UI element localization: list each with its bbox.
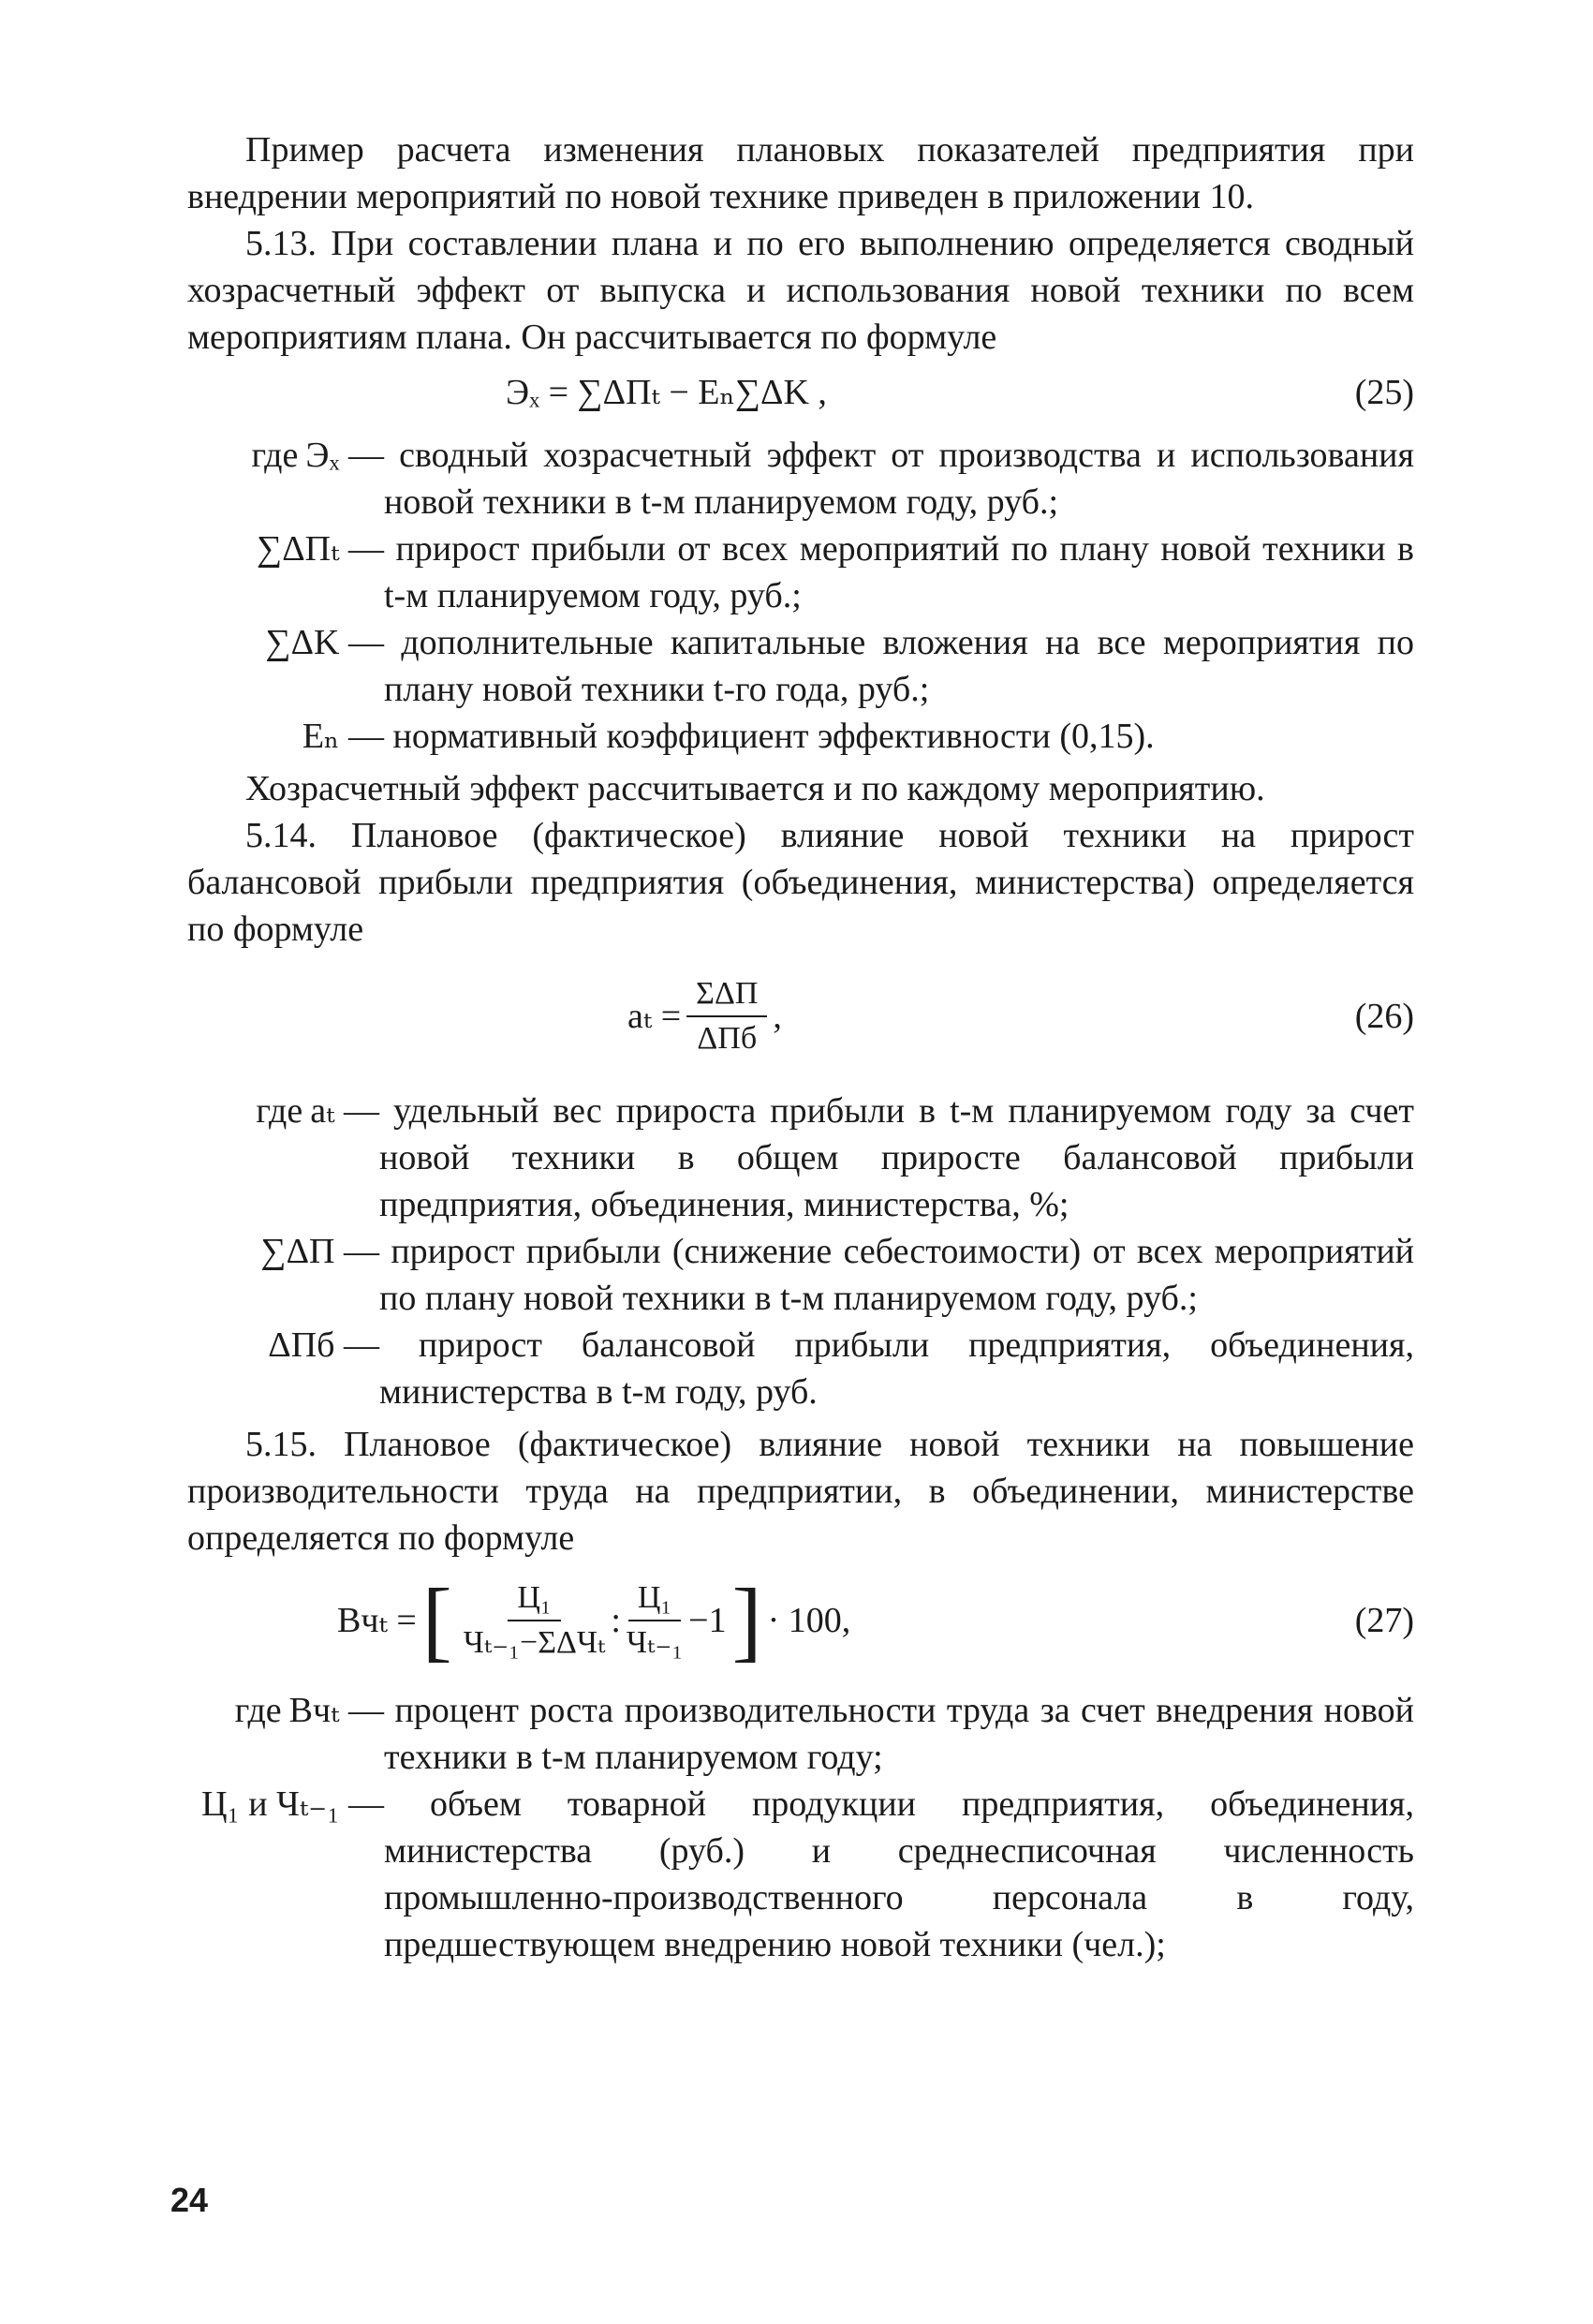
formula-27-open-bracket: [ [421,1570,452,1670]
formula-26-number: (26) [1354,997,1414,1036]
definition-term: где Bчₜ — [234,1691,384,1730]
definition-term: ∑ΔПₜ — [257,529,384,569]
definitions-27 [187,1687,1414,1968]
definition-term: ΔПб — [268,1325,379,1365]
page-number: 24 [170,2181,209,2219]
definition-lead: где [251,436,299,475]
formula-27-number: (27) [1354,1601,1414,1640]
formula-27-expression [337,1570,851,1670]
definition-term: Eₙ — [302,717,384,756]
definition-description: прирост прибыли (снижение себестоимости) от всех мероприятий по плану новой техники в t-м планируемом году, руб.; [379,1232,1415,1318]
definition-item [187,1781,1414,1968]
definition-description: удельный вес прироста прибыли в t-м планируемом году за счет новой техники в общем приросте балансовой прибыли предприятия, объединения, министерства, %; [379,1091,1414,1224]
definition-term: где aₜ — [256,1091,379,1131]
fraction-numerator: Ц₁ [628,1578,681,1621]
formula-27-fraction-2 [627,1578,683,1663]
paragraph-5-13: 5.13. При составлении плана и по его выполнению определяется сводный хозрасчетный эффект от выпуска и использования новой техники по всем мероприятиям плана. Он рассчитывается по формуле [187,224,1414,357]
formula-27-minus-one: −1 [688,1601,727,1640]
definition-item [187,713,1414,760]
formula-27-lhs: Bчₜ = [337,1601,417,1640]
formula-26-expression [627,974,782,1058]
definition-item [187,1088,1414,1228]
paragraph-5-14: 5.14. Плановое (фактическое) влияние новой техники на прирост балансовой прибыли предприятия (объединения, министерства) определяется по формуле [187,816,1414,949]
fraction-denominator: Чₜ₋₁−ΣΔЧₜ [463,1625,606,1660]
paragraph-per-measure: Хозрасчетный эффект рассчитывается и по каждому мероприятию. [245,769,1265,808]
formula-27 [187,1565,1414,1676]
definition-lead: где [234,1691,282,1730]
formula-25-expression: Эₓ = ∑ΔПₜ − Eₙ∑ΔK , [506,373,827,412]
definition-term: где Эₓ — [251,436,384,475]
definition-description: процент роста производительности труда за счет внедрения новой техники в t-м планируемом году; [384,1691,1414,1777]
definition-item [187,1228,1414,1322]
definition-term: Ц₁ и Чₜ₋₁ — [201,1784,384,1824]
formula-26-fraction [686,974,767,1058]
page-body [187,126,1414,1974]
fraction-denominator: ΔПб [697,1021,758,1056]
fraction-numerator: Ц₁ [508,1578,560,1621]
definition-item [187,432,1414,525]
definitions-26 [187,1088,1414,1415]
formula-25-number: (25) [1354,373,1414,412]
definition-item [187,525,1414,619]
formula-26 [187,956,1414,1076]
definition-description: сводный хозрасчетный эффект от производства и использования новой техники в t-м планируемом году, руб.; [384,436,1414,522]
formula-26-lhs: aₜ = [627,997,682,1036]
fraction-denominator: Чₜ₋₁ [626,1625,684,1660]
definition-item [187,619,1414,713]
definition-term: ∑ΔП — [260,1232,379,1271]
formula-25 [187,364,1414,421]
formula-27-fraction-1 [464,1578,606,1663]
formula-26-tail: , [773,997,782,1036]
definition-description: нормативный коэффициент эффективности (0,15). [392,717,1155,756]
paragraph-example: Пример расчета изменения плановых показателей предприятия при внедрении мероприятий по новой технике приведен в приложении 10. [187,130,1414,216]
definition-item [187,1322,1414,1415]
formula-27-colon: : [611,1601,621,1640]
definition-description: объем товарной продукции предприятия, объединения, министерства (руб.) и среднесписочная численность промышленно-производственного персонала в году, предшествующем внедрению новой техники (чел.); [384,1784,1414,1964]
definition-description: прирост прибыли от всех мероприятий по плану новой техники в t-м планируемом году, руб.; [384,529,1414,615]
definition-description: дополнительные капитальные вложения на все мероприятия по плану новой техники t-го года, руб.; [384,623,1414,709]
definition-description: прирост балансовой прибыли предприятия, объединения, министерства в t-м году, руб. [379,1325,1414,1412]
paragraph-5-15: 5.15. Плановое (фактическое) влияние новой техники на повышение производительности труда на предприятии, в объединении, министерстве определяется по формуле [187,1425,1414,1558]
formula-27-close-bracket: ] [731,1570,762,1670]
definition-term: ∑ΔK — [265,623,384,662]
definition-lead: где [256,1091,303,1131]
definition-item [187,1687,1414,1781]
formula-27-tail: · 100, [767,1601,851,1640]
fraction-numerator: ΣΔП [686,974,767,1017]
definitions-25 [187,432,1414,760]
